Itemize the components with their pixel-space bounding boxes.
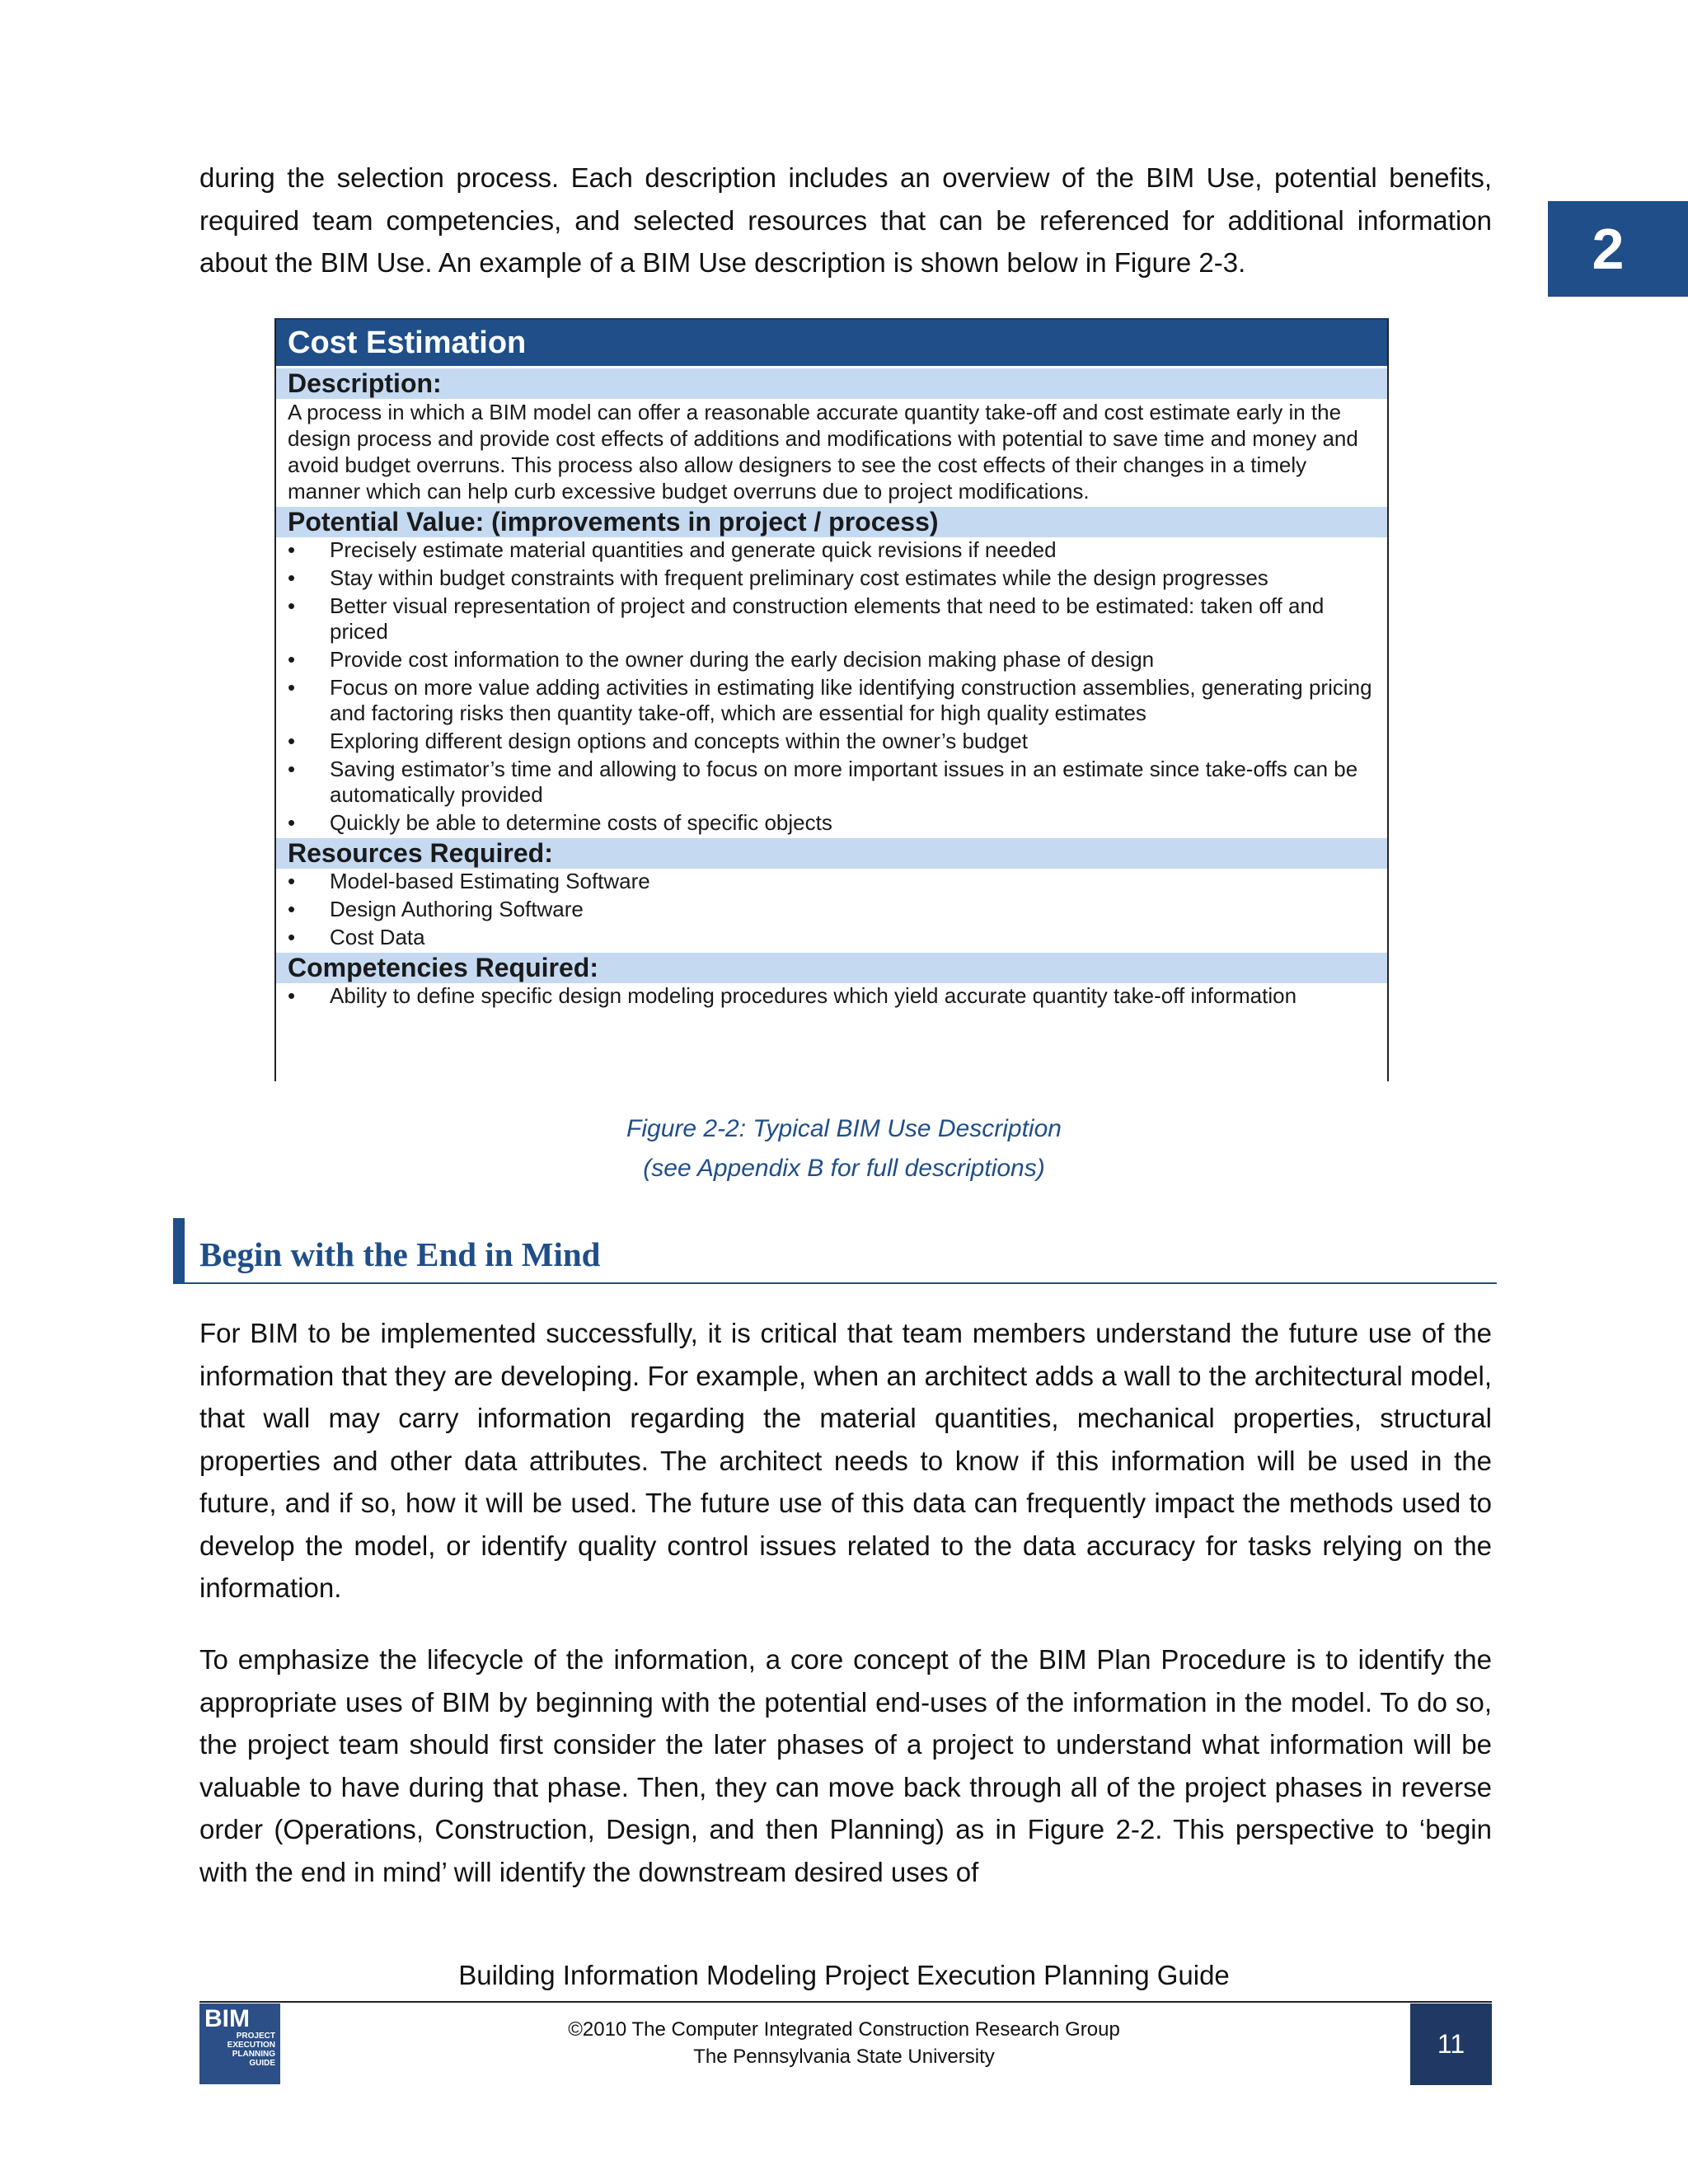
logo-subtext: PROJECT — [236, 2032, 275, 2041]
list-item — [288, 925, 1376, 950]
list-item-text: Saving estimator’s time and allowing to focus on more important issues in an estimate since take-offs can be automatically provided — [330, 757, 1358, 807]
bim-use-figure — [274, 318, 1389, 1081]
description-text: A process in which a BIM model can offer a reasonable accurate quantity take-off and cost estimate early in the design process and provide cost effects of additions and modifications with potential to save time and money and avoid budget overruns. This process also allow designers to see the cost effects of their changes in a timely manner which can help curb excessive budget overruns due to project modifications. — [288, 400, 1358, 504]
bullet-icon: • — [288, 729, 296, 753]
list-item-text: Better visual representation of project and construction elements that need to be estimated: taken off and priced — [330, 593, 1325, 644]
value-heading: Potential Value: (improvements in project / process) — [276, 507, 1387, 537]
logo-text: BIM — [204, 2005, 250, 2032]
figure-caption: Figure 2-2: Typical BIM Use Description — [626, 1115, 1062, 1142]
list-item-text: Provide cost information to the owner during the early decision making phase of design — [330, 647, 1155, 672]
bullet-icon: • — [288, 983, 296, 1008]
logo-subtext: GUIDE — [249, 2059, 275, 2068]
bullet-icon: • — [288, 810, 296, 835]
bullet-icon: • — [288, 757, 296, 781]
bullet-icon: • — [288, 647, 296, 672]
body-paragraph-2: To emphasize the lifecycle of the information, a core concept of the BIM Plan Procedure is to identify the appropriate uses of BIM by beginning with the potential end-uses of the information in the model. To do so, the project team should first consider the later phases of a project to understand what information will be valuable to have during that phase. Then, they can move back through all of the project phases in reverse order (Operations, Construction, Design, and then Planning) as in Figure 2-2. This perspective to ‘begin with the end in mind’ will identify the downstream desired uses of — [199, 1644, 1492, 1887]
bullet-icon: • — [288, 537, 296, 562]
bullet-icon: • — [288, 925, 296, 949]
logo-subtext: EXECUTION — [227, 2041, 275, 2050]
copyright-line: ©2010 The Computer Integrated Construction Research Group — [568, 2018, 1120, 2041]
description-heading: Description: — [276, 368, 1387, 399]
list-item-text: Cost Data — [330, 925, 425, 949]
section-heading-bar — [173, 1218, 185, 1284]
list-item-text: Focus on more value adding activities in estimating like identifying construction assemblies, generating pricing and factoring risks then quantity take-off, which are essential for high quality estimates — [330, 675, 1372, 725]
list-item — [288, 675, 1376, 726]
list-item — [288, 810, 1376, 836]
list-item-text: Exploring different design options and concepts within the owner’s budget — [330, 729, 1029, 753]
list-item-text: Model-based Estimating Software — [330, 869, 650, 893]
chapter-tab: 2 — [1548, 201, 1688, 297]
list-item — [288, 647, 1376, 673]
body-paragraph-1: For BIM to be implemented successfully, it is critical that team members understand the future use of the information that they are developing. For example, when an architect adds a wall to the architectural model, that wall may carry information regarding the material quantities, mechanical properties, structural properties and other data attributes. The architect needs to know if this information will be used in the future, and if so, how it will be used. The future use of this data can frequently impact the methods used to develop the model, or identify quality control issues related to the data accuracy for tasks relying on the information. — [199, 1318, 1492, 1603]
footer-divider — [199, 2001, 1492, 2003]
bullet-icon: • — [288, 675, 296, 700]
figure-caption-note: (see Appendix B for full descriptions) — [643, 1155, 1045, 1182]
list-item-text: Ability to define specific design modeling procedures which yield accurate quantity take-off information — [330, 983, 1297, 1008]
list-item-text: Quickly be able to determine costs of specific objects — [330, 810, 832, 835]
bullet-icon: • — [288, 897, 296, 921]
list-item — [288, 897, 1376, 922]
resources-list — [276, 869, 1387, 950]
figure-title: Cost Estimation — [276, 320, 1387, 366]
bullet-icon: • — [288, 565, 296, 590]
list-item-text: Precisely estimate material quantities and generate quick revisions if needed — [330, 537, 1057, 562]
list-item-text: Design Authoring Software — [330, 897, 584, 921]
university-line: The Pennsylvania State University — [693, 2046, 995, 2068]
value-list — [276, 537, 1387, 836]
list-item — [288, 537, 1376, 563]
list-item-text: Stay within budget constraints with frequent preliminary cost estimates while the design progresses — [330, 565, 1268, 590]
bullet-icon: • — [288, 869, 296, 893]
section-heading — [173, 1218, 1497, 1284]
list-item — [288, 869, 1376, 894]
competencies-heading: Competencies Required: — [276, 953, 1387, 983]
page-number: 11 — [1410, 2004, 1492, 2085]
bullet-icon: • — [288, 593, 296, 618]
list-item — [288, 729, 1376, 754]
list-item — [288, 757, 1376, 808]
list-item — [288, 593, 1376, 644]
competencies-list — [276, 983, 1387, 1009]
list-item — [288, 983, 1376, 1009]
footer-title: Building Information Modeling Project Execution Planning Guide — [458, 1960, 1230, 1990]
intro-paragraph: during the selection process. Each description includes an overview of the BIM Use, potential benefits, required team competencies, and selected resources that can be referenced for additional information about the BIM Use. An example of a BIM Use description is shown below in Figure 2-3. — [199, 162, 1492, 278]
resources-heading: Resources Required: — [276, 838, 1387, 869]
section-title: Begin with the End in Mind — [199, 1235, 601, 1273]
list-item — [288, 565, 1376, 591]
logo-subtext: PLANNING — [232, 2050, 275, 2059]
